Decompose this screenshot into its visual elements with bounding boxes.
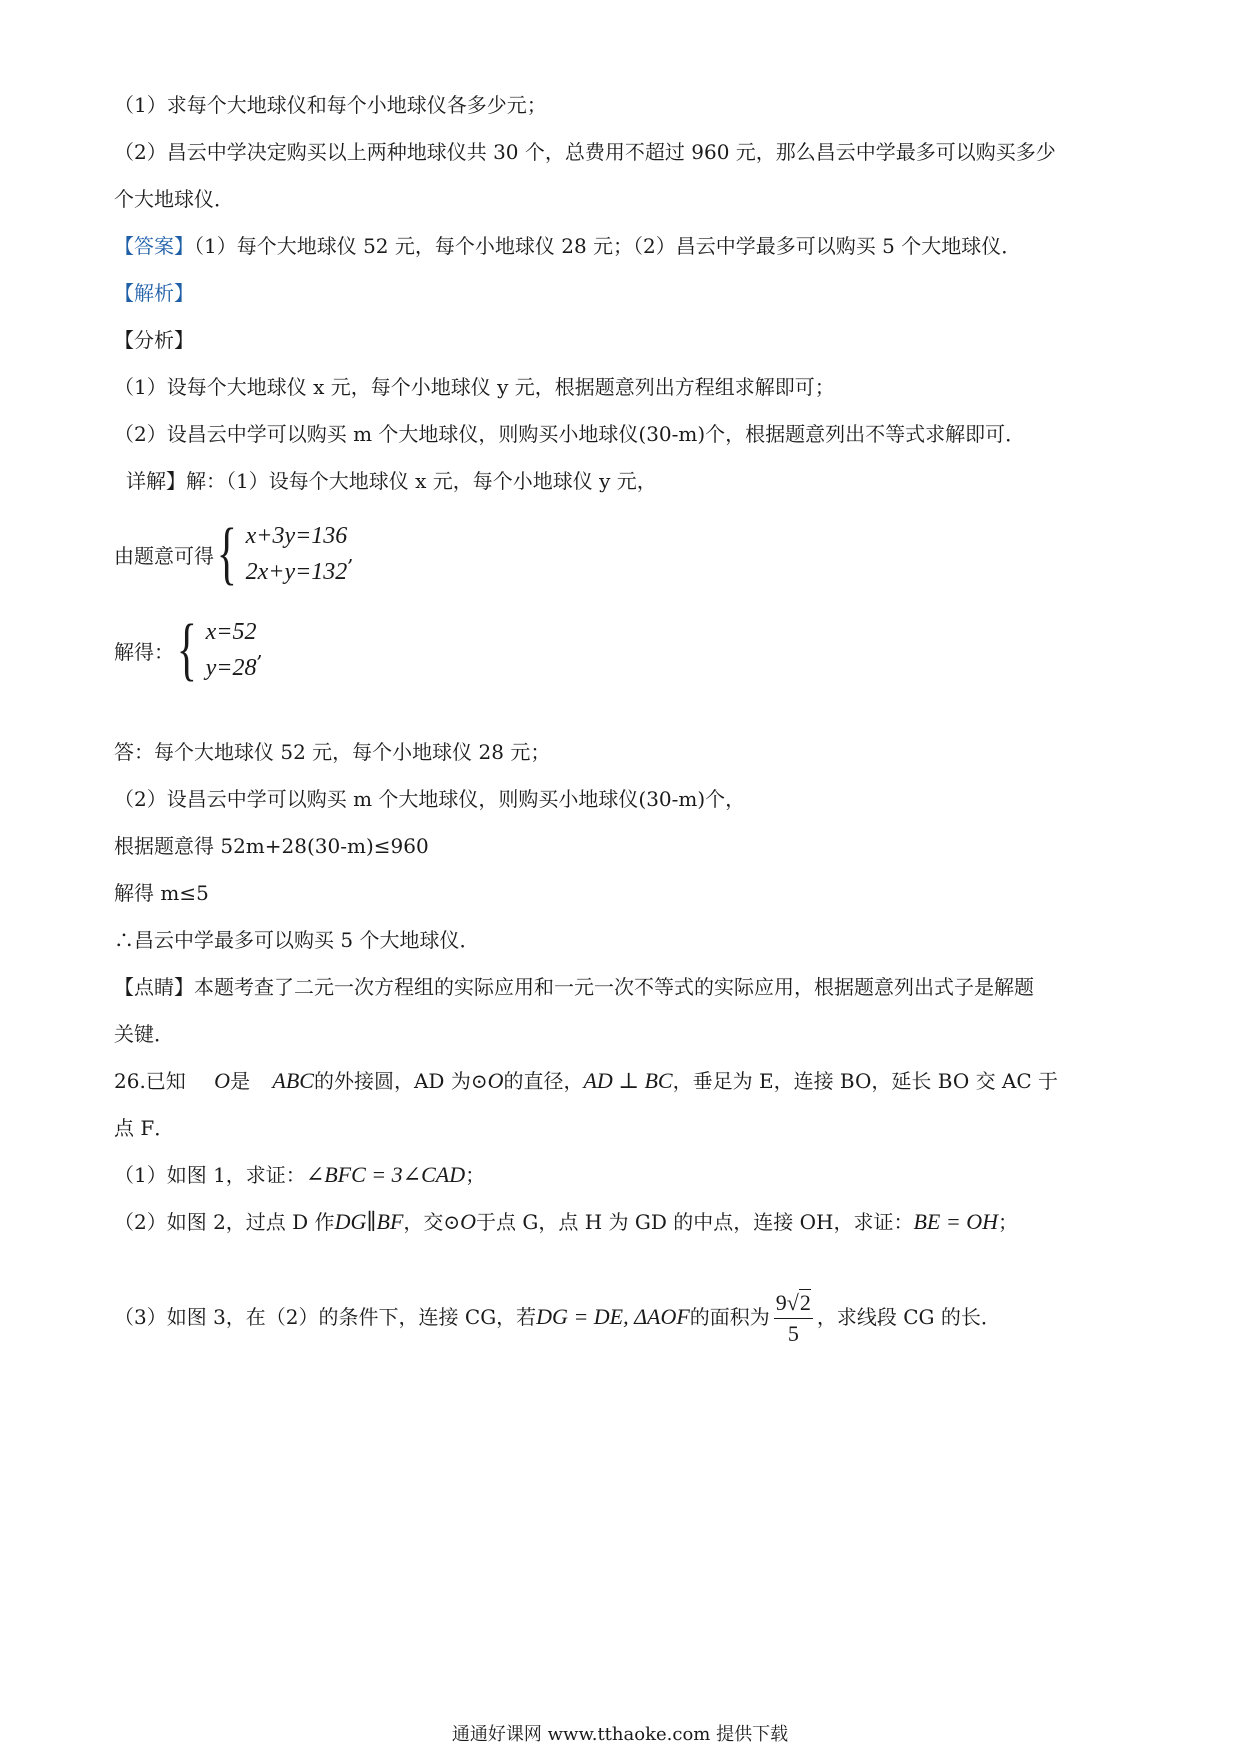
inequality-line: 根据题意得 52m+28(30-m)≤960 <box>114 834 429 858</box>
solution-part2: （2）设昌云中学可以购买 m 个大地球仪，则购买小地球仪(30-m)个， <box>114 787 746 811</box>
q26-p2-text-c: 于点 G，点 H 为 GD 的中点，连接 OH，求证： <box>476 1210 914 1234</box>
dianjing-line1 <box>114 972 1034 1002</box>
analysis-step2: （2）设昌云中学可以购买 m 个大地球仪，则购买小地球仪(30-m)个，根据题意列出不等式求解即可． <box>114 422 1026 446</box>
q26-p1-math: ∠BFC = 3∠CAD <box>305 1162 466 1187</box>
q26-p1-text: （1）如图 1，求证： <box>114 1163 306 1187</box>
q26-p2-math-dg: DG∥BF <box>334 1209 404 1234</box>
q26-p3-text-c: ，求线段 CG 的长． <box>816 1305 1001 1329</box>
system2-tail: , <box>256 638 263 662</box>
analysis-tag: 【解析】 <box>114 281 194 305</box>
q26-p2-math-be: BE = OH <box>913 1209 998 1234</box>
q26-p2-text-d: ； <box>997 1210 1018 1234</box>
q26-text-d: 的直径， <box>503 1069 584 1093</box>
q26-p3-text-b: 的面积为 <box>689 1305 770 1329</box>
q26-p2-math-o: O <box>460 1209 477 1234</box>
dianjing-text: 本题考查了二元一次方程组的实际应用和一元一次不等式的实际应用，根据题意列出式子是解题 <box>194 975 1034 999</box>
dianjing-line2: 关键． <box>114 1022 174 1046</box>
q26-text-c: 的外接圆，AD 为⊙ <box>313 1069 488 1093</box>
analysis-step1: （1）设每个大地球仪 x 元，每个小地球仪 y 元，根据题意列出方程组求解即可； <box>114 375 835 399</box>
system1-eq2: 2x+y=132 <box>245 559 348 585</box>
q25-part2-line2: 个大地球仪． <box>114 187 234 211</box>
footer-credit: 通通好课网 www.tthaoke.com 提供下载 <box>451 1724 789 1745</box>
system2-eq1: x=52 <box>205 619 257 645</box>
q26-part3 <box>114 1284 1001 1350</box>
q26-p3-fraction: $\frac{9√2}{5}$ <box>774 1288 813 1349</box>
answer-tag: 【答案】 <box>114 234 194 258</box>
dianjing-tag: 【点睛】 <box>114 975 194 999</box>
q26-math-o: O <box>214 1068 231 1093</box>
answer-text: （1）每个大地球仪 52 元，每个小地球仪 28 元；（2）昌云中学最多可以购买 5 个大地球仪． <box>194 234 1022 258</box>
fraction-radicand: 2 <box>799 1290 811 1315</box>
fraction-coefficient: 9 <box>775 1290 787 1315</box>
system1-label: 由题意可得 <box>114 543 214 568</box>
system1-brace: { <box>216 515 237 592</box>
q26-part2 <box>114 1207 1018 1237</box>
q26-p2-text-a: （2）如图 2，过点 D 作 <box>114 1210 335 1234</box>
solve-line: 解得 m≤5 <box>114 881 209 905</box>
system2-label: 解得： <box>114 639 174 664</box>
system1-eq1: x+3y=136 <box>245 523 348 549</box>
fenxi-tag: 【分析】 <box>114 328 194 352</box>
q26-text-b: 是 <box>230 1069 251 1093</box>
q26-part1 <box>114 1160 485 1190</box>
reply-line: 答：每个大地球仪 52 元，每个小地球仪 28 元； <box>114 740 551 764</box>
q26-math-abc: ABC <box>272 1068 314 1093</box>
q26-p1-end: ； <box>465 1163 486 1187</box>
equation-system-1 <box>114 515 354 592</box>
system2-eq2: y=28 <box>205 655 257 681</box>
q26-line2: 点 F． <box>114 1116 175 1140</box>
system1-tail: , <box>347 542 354 566</box>
detail-intro: 详解】解：（1）设每个大地球仪 x 元，每个小地球仪 y 元， <box>126 469 657 493</box>
q26-p2-text-b: ，交⊙ <box>403 1210 461 1234</box>
q26-p3-math: DG = DE, ΔAOF <box>536 1304 690 1329</box>
system2-brace: { <box>176 611 197 688</box>
q25-part2-line1: （2）昌云中学决定购买以上两种地球仪共 30 个，总费用不超过 960 元，那么昌云中学最多可以购买多少 <box>114 140 1056 164</box>
q26-line1 <box>114 1066 1058 1096</box>
q26-text-e: ，垂足为 E，连接 BO，延长 BO 交 AC 于 <box>672 1069 1059 1093</box>
fraction-denominator: 5 <box>787 1321 799 1346</box>
q26-math-o2: O <box>487 1068 504 1093</box>
answer-line <box>114 231 1021 261</box>
equation-system-2 <box>114 611 263 688</box>
q25-part1: （1）求每个大地球仪和每个小地球仪各多少元； <box>114 93 547 117</box>
q26-math-perp: AD ⊥ BC <box>583 1068 673 1093</box>
q26-p3-text-a: （3）如图 3，在（2）的条件下，连接 CG，若 <box>114 1305 537 1329</box>
q26-text-a: 26.已知 <box>114 1069 186 1093</box>
therefore-line: ∴昌云中学最多可以购买 5 个大地球仪． <box>114 928 480 952</box>
